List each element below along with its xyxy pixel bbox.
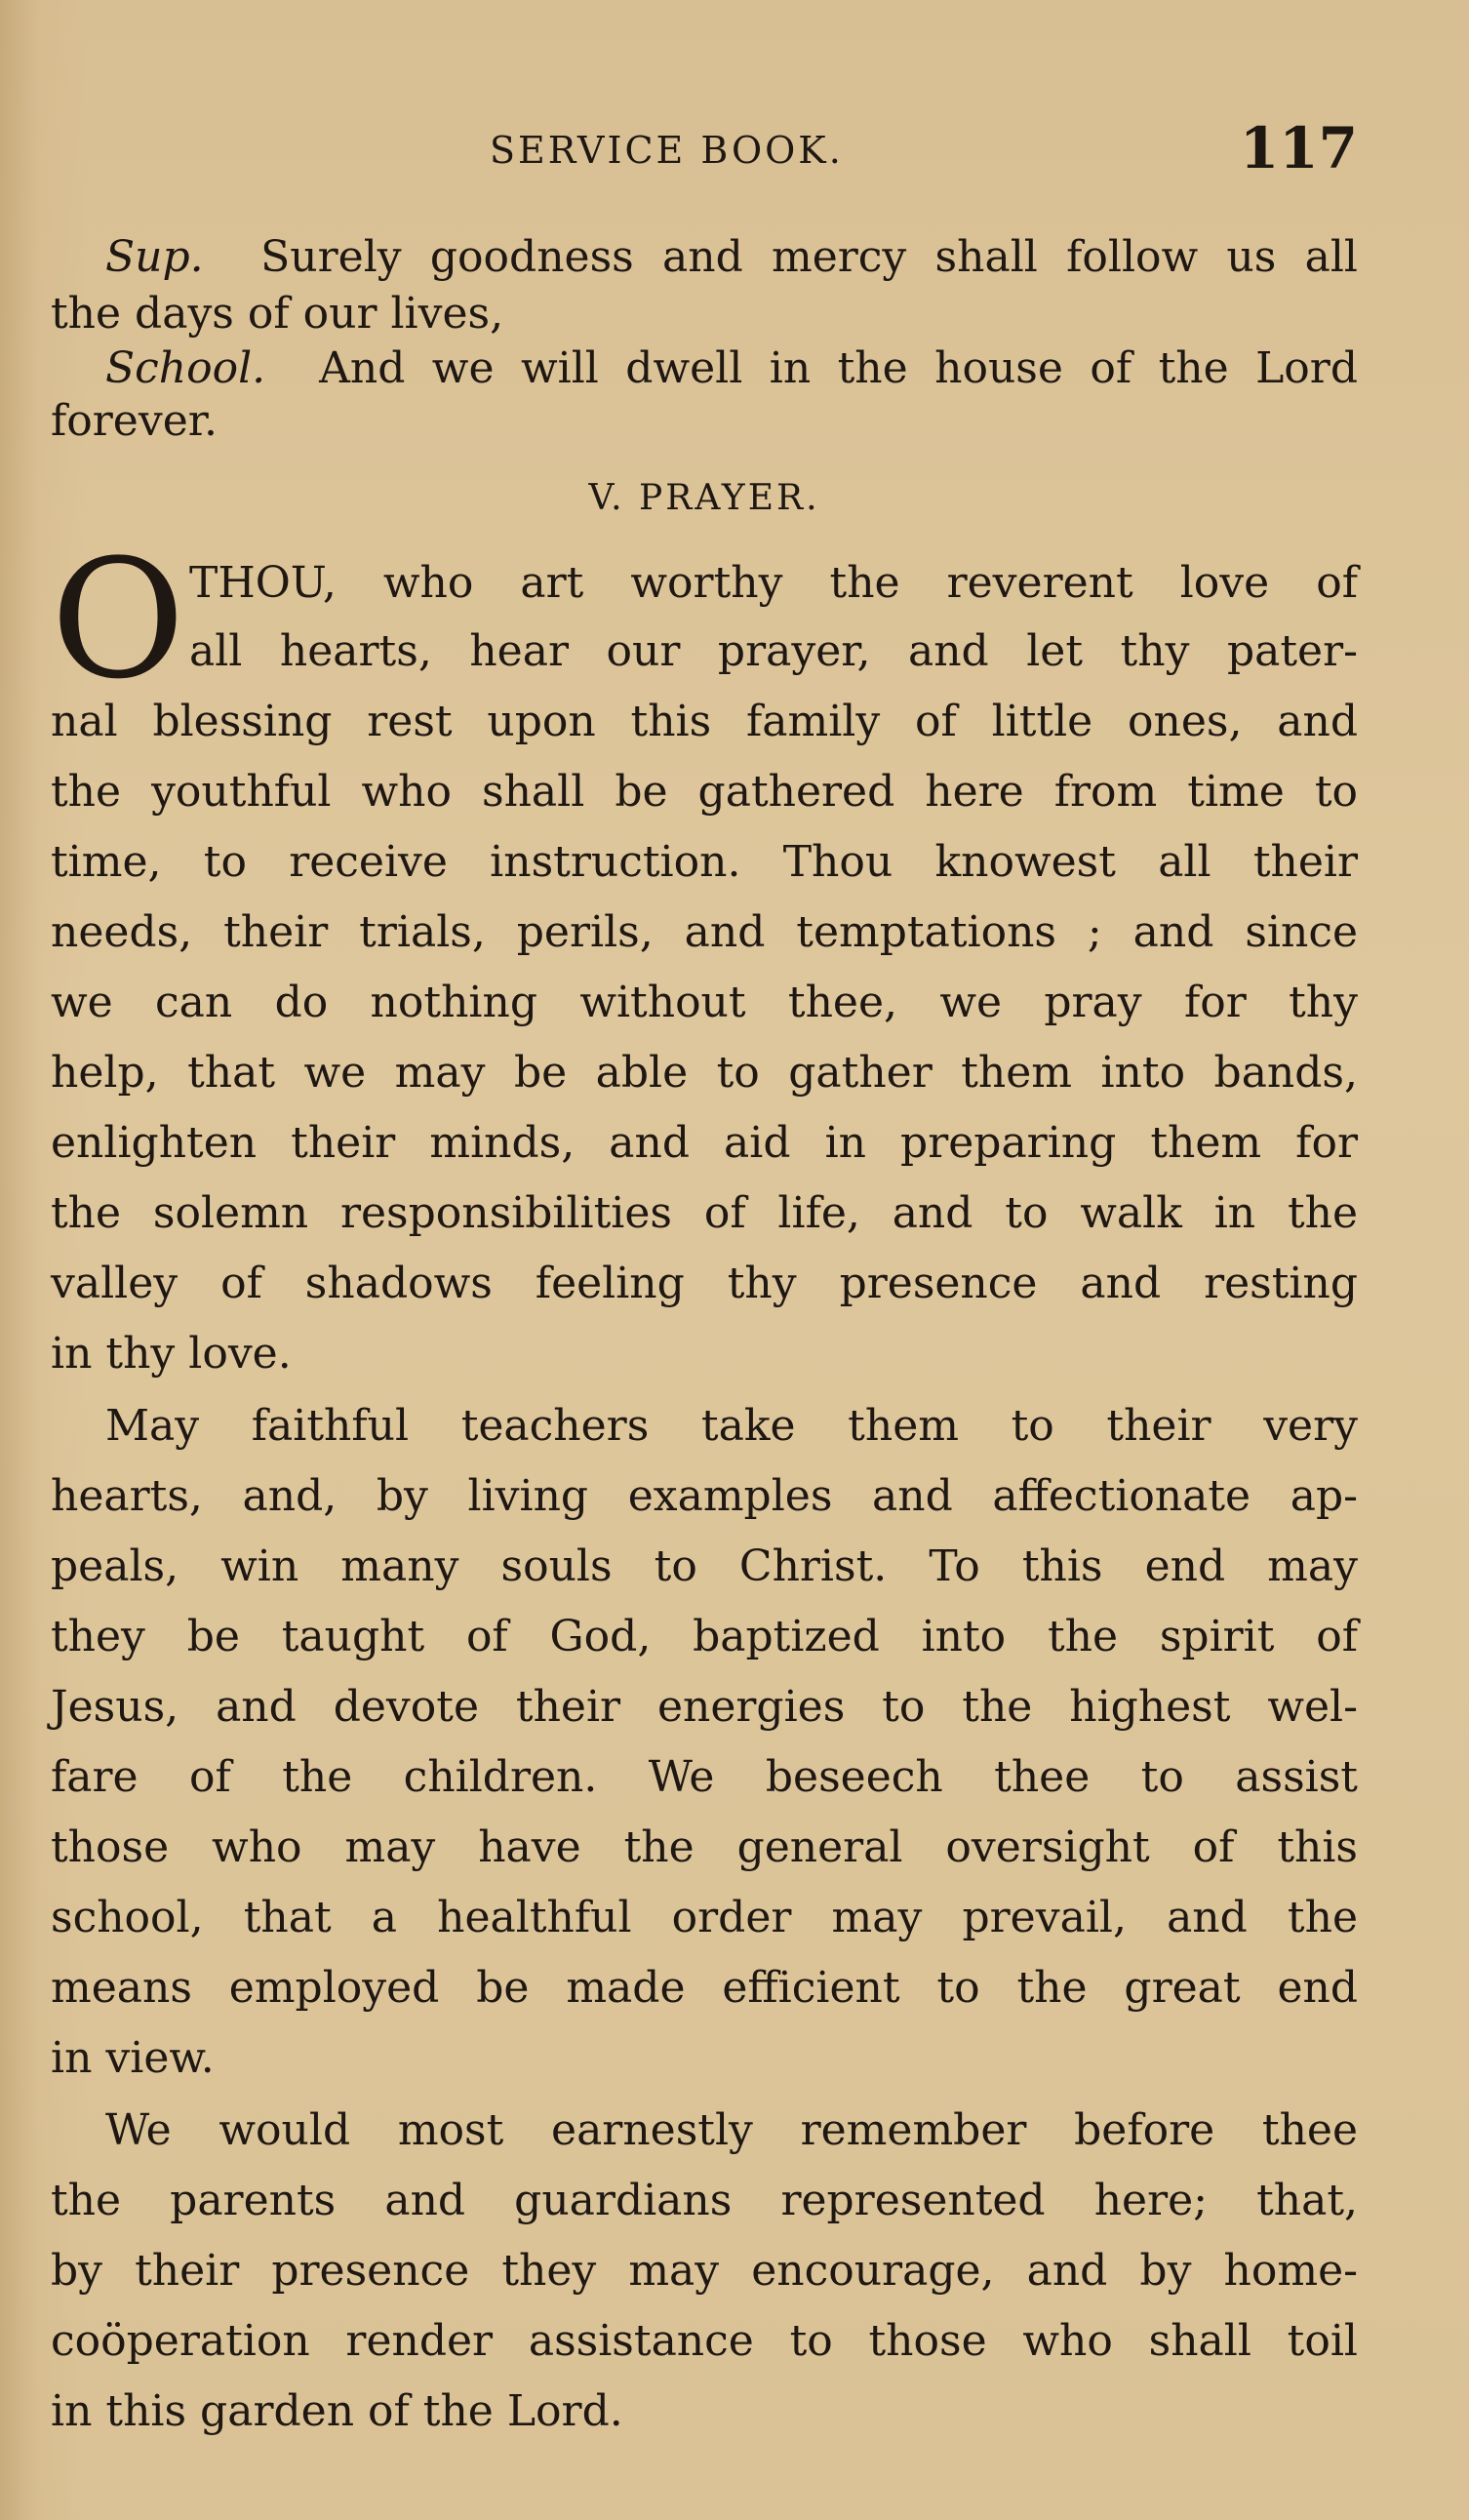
prayer-line: all hearts, hear our prayer, and let thy pater- — [189, 626, 1358, 676]
prayer-line: peals, win many souls to Christ. To this end may — [51, 1541, 1358, 1591]
section-title: V. PRAYER. — [588, 478, 820, 518]
prayer-line: We would most earnestly remember before thee — [105, 2105, 1358, 2155]
prayer-line: they be taught of God, baptized into the spirit of — [51, 1612, 1358, 1661]
prayer-line: by their presence they may encourage, and by home- — [51, 2246, 1358, 2296]
running-head — [51, 115, 1358, 183]
running-title: SERVICE BOOK. — [490, 129, 844, 172]
speaker-label: Sup. — [105, 232, 204, 282]
prayer-line: those who may have the general oversight of this — [51, 1822, 1358, 1872]
prayer-line: valley of shadows feeling thy presence and resting — [51, 1259, 1358, 1308]
speaker-label: School. — [105, 343, 266, 393]
prayer-line: in view. — [51, 2033, 215, 2083]
prayer-line: Jesus, and devote their energies to the highest wel- — [51, 1682, 1358, 1732]
prayer-line: school, that a healthful order may prevail, and the — [51, 1893, 1358, 1942]
prayer-line: in thy love. — [51, 1329, 292, 1379]
prayer-line: THOU, who art worthy the reverent love of — [189, 558, 1358, 608]
prayer-line: help, that we may be able to gather them into bands, — [51, 1048, 1358, 1098]
prayer-line: the solemn responsibilities of life, and to walk in the — [51, 1188, 1358, 1238]
response-line: forever. — [51, 396, 218, 446]
prayer-line: May faithful teachers take them to their very — [105, 1401, 1358, 1451]
prayer-line: in this garden of the Lord. — [51, 2386, 623, 2436]
prayer-line: time, to receive instruction. Thou knowest all their — [51, 837, 1358, 887]
prayer-line: we can do nothing without thee, we pray for thy — [51, 978, 1358, 1027]
prayer-line: the parents and guardians represented here; that, — [51, 2176, 1358, 2225]
prayer-line: needs, their trials, perils, and temptations ; and since — [51, 907, 1358, 957]
prayer-line: fare of the children. We beseech thee to assist — [51, 1752, 1358, 1802]
response-line: Sup. Surely goodness and mercy shall follow us all — [105, 232, 1358, 282]
prayer-line: hearts, and, by living examples and affectionate ap- — [51, 1471, 1358, 1521]
prayer-line: means employed be made efficient to the great end — [51, 1963, 1358, 2013]
page-number: 117 — [1239, 115, 1358, 181]
response-line: School. And we will dwell in the house of the Lord — [105, 343, 1358, 393]
response-line: the days of our lives, — [51, 289, 504, 339]
prayer-line: coöperation render assistance to those who shall toil — [51, 2316, 1358, 2366]
prayer-line: enlighten their minds, and aid in preparing them for — [51, 1118, 1358, 1168]
drop-cap: O — [51, 524, 185, 715]
prayer-line: the youthful who shall be gathered here from time to — [51, 767, 1358, 817]
prayer-line: nal blessing rest upon this family of little ones, and — [51, 697, 1358, 746]
